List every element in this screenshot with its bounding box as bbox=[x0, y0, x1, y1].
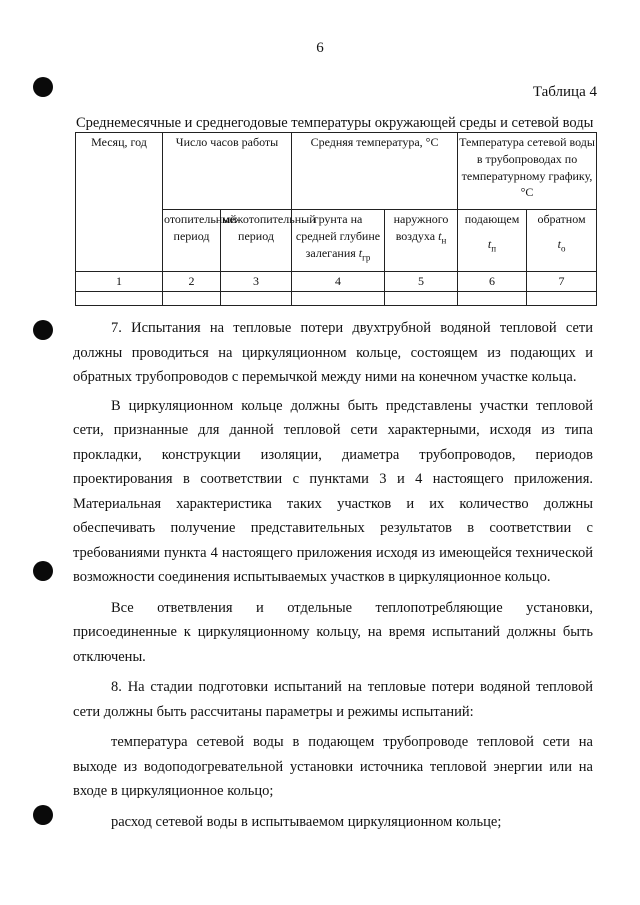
paragraph: температура сетевой воды в подающем трубопроводе тепловой сети на выходе из водоподогревательной установки источника тепловой энергии или на входе в циркуляционное кольцо; bbox=[73, 734, 593, 799]
paragraph: 7. Испытания на тепловые потери двухтрубной водяной тепловой сети должны проводиться на циркуляционном кольце, состоящем из подающих и обратных трубопроводов с перемычкой между ними на конечном участке кольца. bbox=[73, 320, 593, 385]
column-number: 1 bbox=[76, 272, 163, 292]
subheader-supply-text: подающем bbox=[464, 212, 520, 226]
paragraph: 8. На стадии подготовки испытаний на тепловые потери водяной тепловой сети должны быть рассчитаны параметры и режимы испытаний: bbox=[73, 679, 593, 720]
column-number: 3 bbox=[221, 272, 292, 292]
header-month: Месяц, год bbox=[76, 133, 163, 272]
subheader-ground-text: грунта на средней глубине залегания bbox=[295, 212, 381, 260]
air-temp-symbol: $t_н$ bbox=[438, 228, 447, 246]
column-number: 6 bbox=[458, 272, 527, 292]
punch-hole bbox=[33, 805, 53, 825]
return-temp-symbol: $t_о$ bbox=[557, 236, 566, 254]
punch-hole bbox=[33, 320, 53, 340]
header-water-temp: Температура сетевой воды в трубопроводах по температурному графику, °С bbox=[458, 133, 597, 210]
subheader-supply bbox=[458, 210, 527, 272]
supply-temp-symbol: $t_п$ bbox=[487, 236, 497, 254]
punch-hole bbox=[33, 77, 53, 97]
column-number: 2 bbox=[163, 272, 221, 292]
page-number: 6 bbox=[316, 40, 324, 56]
header-avg-temp: Средняя температура, °С bbox=[292, 133, 458, 210]
subheader-air bbox=[385, 210, 458, 272]
column-number: 4 bbox=[292, 272, 385, 292]
subheader-heating: отопительный период bbox=[163, 210, 221, 272]
paragraph: В циркуляционном кольце должны быть представлены участки тепловой сети, признанные для данной тепловой сети характерными, исходя из типа прокладки, конструкции изоляции, диаметра трубопроводов, периодов проектирования в соответствии с пунктами 3 и 4 настоящего приложения. Материальная характеристика таких участков и их количество должны обеспечивать получение представительных результатов в соответствии с требованиями пункта 4 настоящего приложения исходя из имеющейся технической возможности соединения испытываемых участков в циркуляционное кольцо. bbox=[73, 397, 593, 585]
column-number: 7 bbox=[527, 272, 597, 292]
ground-temp-symbol: $t_{гр}$ bbox=[358, 245, 371, 262]
body-text bbox=[73, 316, 593, 834]
column-number: 5 bbox=[385, 272, 458, 292]
subheader-air-text: наружного воздуха bbox=[393, 212, 449, 243]
subheader-interheating: межотопительный период bbox=[221, 210, 292, 272]
subheader-return bbox=[527, 210, 597, 272]
table-label: Таблица 4 bbox=[532, 84, 597, 100]
temperature-table bbox=[75, 132, 597, 306]
subheader-return-text: обратном bbox=[537, 212, 586, 226]
empty-table-row bbox=[76, 291, 597, 305]
paragraph: расход сетевой воды в испытываемом циркуляционном кольце; bbox=[111, 813, 502, 830]
header-hours: Число часов работы bbox=[163, 133, 292, 210]
punch-hole bbox=[33, 561, 53, 581]
paragraph: Все ответвления и отдельные теплопотребляющие установки, присоединенные к циркуляционному кольцу, на время испытаний должны быть отключены. bbox=[73, 599, 593, 665]
table-title: Среднемесячные и среднегодовые температуры окружающей среды и сетевой воды bbox=[76, 115, 594, 131]
